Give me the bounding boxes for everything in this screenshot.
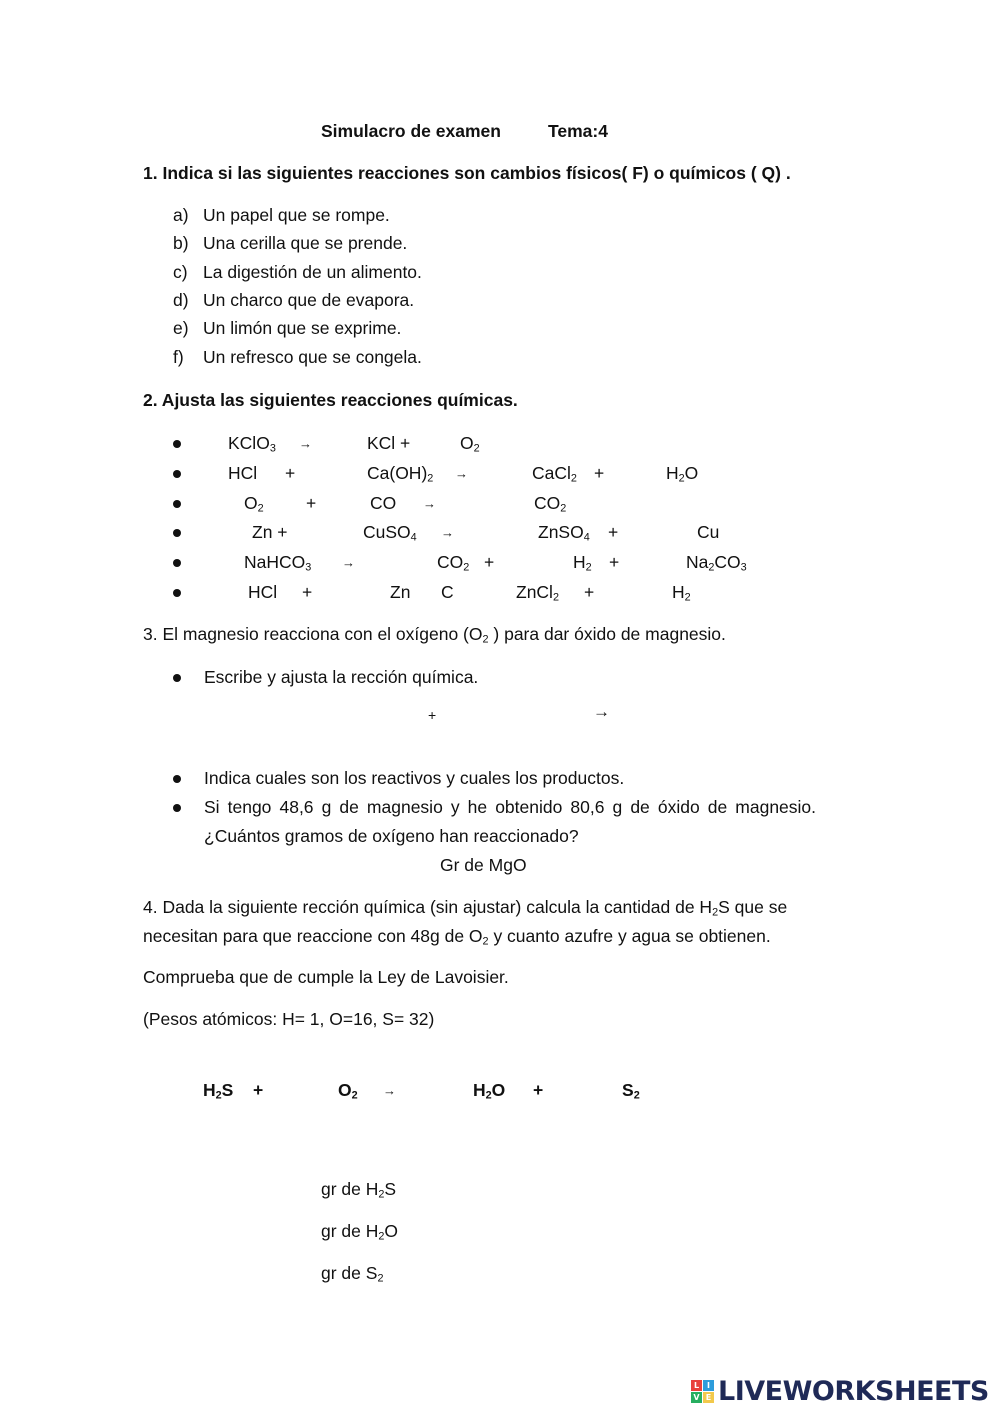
arrow-right-icon: → [455, 466, 468, 481]
arrow-right-icon: → [593, 702, 610, 721]
q3-instruction-write: Escribe y ajusta la rección química. [204, 667, 479, 687]
plus-sign: + [533, 1080, 544, 1100]
formula-kcl: KCl + [367, 433, 411, 453]
bullet [173, 440, 181, 448]
item-text: Una cerilla que se prende. [203, 233, 408, 253]
page-title: Simulacro de examen [321, 121, 501, 141]
item-letter: f) [173, 347, 184, 367]
q2-title: 2. Ajusta las siguientes reacciones químicas. [143, 390, 518, 410]
bullet [173, 589, 181, 597]
q4-statement-line2: necesitan para que reaccione con 48g de $O_2$ y cuanto azufre y agua se obtienen. [143, 926, 771, 948]
q3-instruction-reactants: Indica cuales son los reactivos y cuales los productos. [204, 768, 625, 788]
logo-letter: E [703, 1392, 714, 1403]
topic-label: Tema:4 [548, 121, 608, 141]
formula-h2s: $H_2S$ [203, 1080, 234, 1102]
plus-sign: + [302, 582, 313, 602]
q4-statement-line1: 4. Dada la siguiente rección química (sin ajustar) calcula la cantidad de $H_2S$ que se [143, 897, 788, 919]
formula-hcl: HCl [228, 463, 258, 483]
formula-zn: Zn + [252, 522, 288, 542]
q4-lavoisier: Comprueba que de cumple la Ley de Lavoisier. [143, 967, 509, 987]
formula-hcl: HCl [248, 582, 278, 602]
q1-title: 1. Indica si las siguientes reacciones son cambios físicos( F) o químicos ( Q) . [143, 163, 791, 183]
answer-label: gr de $S_2$ [321, 1263, 384, 1285]
formula-h2: $H_2$ [672, 582, 691, 604]
item-letter: d) [173, 290, 189, 310]
arrow-right-icon: → [423, 496, 436, 511]
logo-letter: L [691, 1380, 702, 1391]
item-letter: c) [173, 262, 188, 282]
formula-znso4: ZnSO$_4$ [538, 522, 590, 544]
plus-sign: + [306, 493, 317, 513]
formula-o2: $O_2$ [338, 1080, 358, 1102]
list-item [173, 290, 415, 311]
item-text: Un limón que se exprime. [203, 318, 402, 338]
bullet [173, 674, 181, 682]
bullet [173, 500, 181, 508]
formula-h2o: $H_2O$ [666, 463, 699, 485]
arrow-right-icon: → [299, 436, 312, 451]
bullet [173, 775, 181, 783]
plus-sign: + [594, 463, 605, 483]
formula-cu: Cu [697, 522, 720, 542]
item-text: Un refresco que se congela. [203, 347, 422, 367]
list-item [173, 318, 402, 339]
formula-cuso4: CuSO$_4$ [363, 522, 417, 544]
item-letter: a) [173, 205, 189, 225]
item-text: La digestión de un alimento. [203, 262, 422, 282]
formula-s2: $S_2$ [622, 1080, 640, 1102]
q3-instruction-mass: Si tengo 48,6 g de magnesio y he obtenido 80,6 g de óxido de magnesio. [204, 797, 817, 817]
bullet [173, 804, 181, 812]
formula-c: C [441, 582, 454, 602]
formula-na2co3: $Na_2CO_3$ [686, 552, 747, 574]
item-text: Un charco que de evapora. [203, 290, 415, 310]
formula-o2: $O_2$ [460, 433, 480, 455]
q4-atomic-weights: (Pesos atómicos: H= 1, O=16, S= 32) [143, 1009, 435, 1029]
formula-caoh2: $Ca(OH)_2$ [367, 463, 434, 485]
liveworksheets-logo[interactable] [691, 1374, 989, 1408]
formula-zncl2: ZnCl$_2$ [516, 582, 559, 604]
logo-mark-icon [691, 1380, 714, 1403]
item-letter: e) [173, 318, 189, 338]
plus-sign: + [484, 552, 495, 572]
plus-sign: + [428, 707, 437, 723]
q3-title: 3. El magnesio reacciona con el oxígeno ($O_2$ ) para dar óxido de magnesio. [143, 624, 726, 646]
formula-o2: $O_2$ [244, 493, 264, 515]
plus-sign: + [285, 463, 296, 483]
item-text: Un papel que se rompe. [203, 205, 390, 225]
formula-cacl2: CaCl$_2$ [532, 463, 577, 485]
arrow-right-icon: → [441, 525, 454, 540]
plus-sign: + [609, 552, 620, 572]
plus-sign: + [253, 1080, 264, 1100]
arrow-right-icon: → [342, 555, 355, 570]
answer-label: gr de $H_2O$ [321, 1221, 399, 1243]
bullet [173, 529, 181, 537]
bullet [173, 559, 181, 567]
answer-label: Gr de MgO [440, 855, 527, 875]
list-item [173, 233, 408, 254]
formula-h2o: $H_2O$ [473, 1080, 506, 1102]
formula-h2: $H_2$ [573, 552, 592, 574]
list-item [173, 205, 390, 226]
formula-co2: $CO_2$ [437, 552, 470, 574]
plus-sign: + [608, 522, 619, 542]
formula-co: CO [370, 493, 397, 513]
q3-instruction-mass-question: ¿Cuántos gramos de oxígeno han reaccionado? [204, 826, 579, 846]
formula-kclo3: KClO$_3$ [228, 433, 276, 455]
formula-co2: $CO_2$ [534, 493, 567, 515]
list-item [173, 347, 422, 368]
formula-zn: Zn [390, 582, 411, 602]
arrow-right-icon: → [383, 1083, 396, 1098]
bullet [173, 470, 181, 478]
list-item [173, 262, 422, 283]
logo-letter: I [703, 1380, 714, 1391]
item-letter: b) [173, 233, 189, 253]
brand-name: LIVEWORKSHEETS [718, 1375, 989, 1407]
logo-letter: V [691, 1392, 702, 1403]
formula-nahco3: NaHCO$_3$ [244, 552, 312, 574]
answer-label: gr de $H_2S$ [321, 1179, 397, 1201]
plus-sign: + [584, 582, 595, 602]
